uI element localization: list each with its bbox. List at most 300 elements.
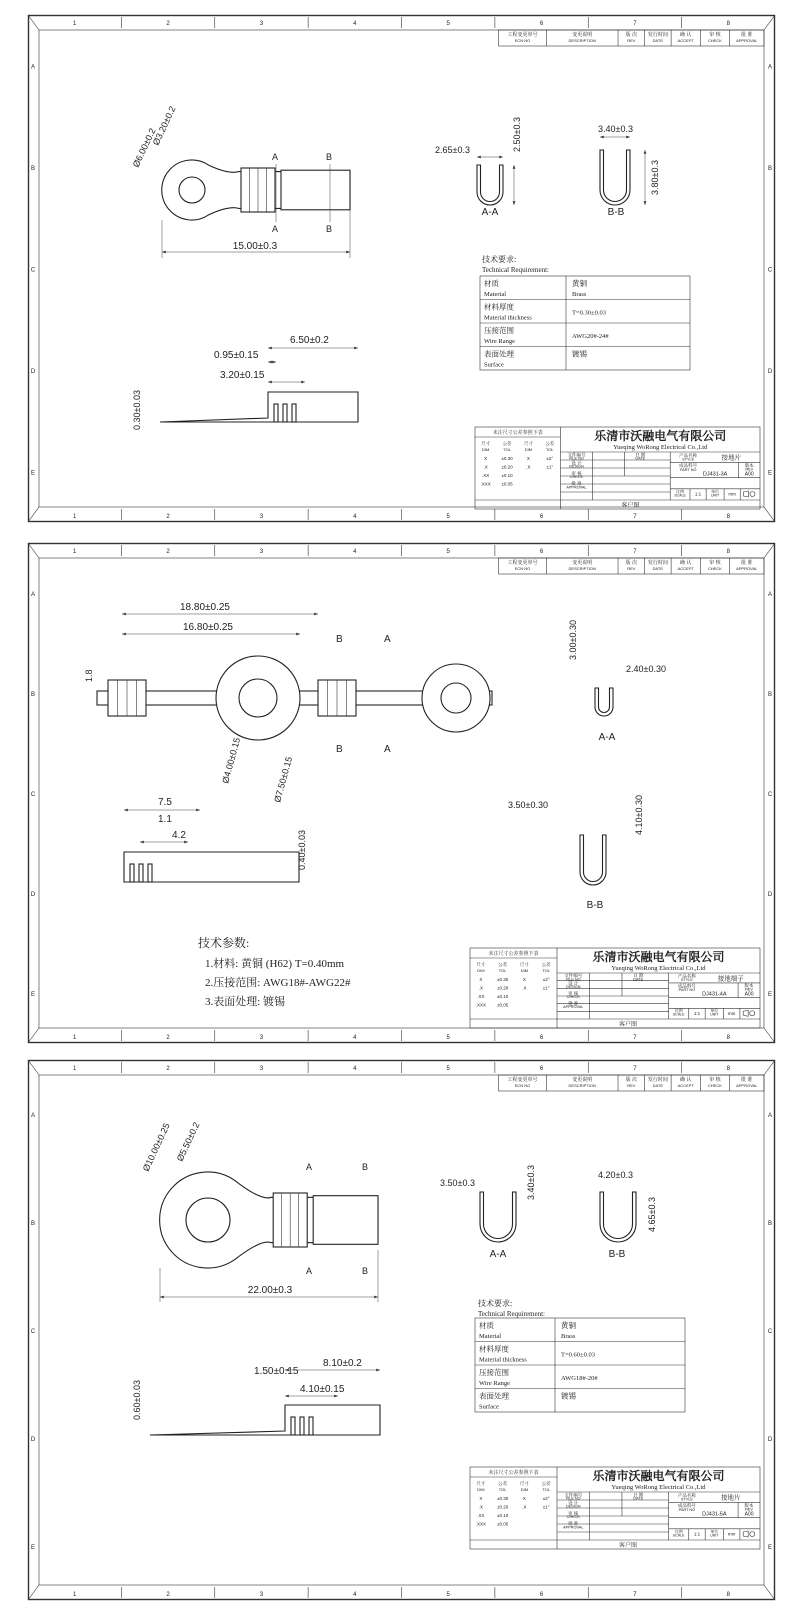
revision-header-label: 版 次 [625, 1077, 638, 1083]
dimension-arrow [268, 361, 272, 364]
zone-column-label: 1 [73, 1066, 77, 1072]
revision-value: A00 [744, 1511, 754, 1518]
sheet-1 [28, 15, 775, 522]
revision-header-label: 审 核 [709, 1077, 721, 1083]
section-aa-profile [595, 688, 613, 716]
tolerance-value: ±0.05 [497, 1521, 509, 1527]
tolerance-value: ±0.10 [501, 473, 513, 478]
dim-aa-width: 3.50±0.3 [440, 1178, 475, 1188]
zone-column-label: 2 [166, 21, 170, 27]
revision-header-label: 确 认 [680, 32, 692, 38]
title-field-label: 批 准 [571, 481, 582, 487]
requirement-value: 镀锡 [561, 1391, 576, 1401]
dimension-arrow [140, 841, 144, 844]
section-aa-label: A-A [598, 732, 616, 743]
side-view-slot [292, 404, 296, 422]
tolerance-header: 尺寸 [519, 962, 529, 967]
frame-corner [764, 507, 775, 522]
revision-header-label: 工程变更单号 [507, 560, 538, 566]
tolerance-value: ±2° [546, 456, 554, 461]
frame-corner [764, 1585, 775, 1600]
tolerance-header: TOL [545, 447, 554, 452]
zone-row-label: C [30, 267, 36, 274]
zone-row-label: E [767, 1545, 773, 1551]
title-field-label: 产品名称 [677, 973, 696, 979]
zone-column-label: 3 [259, 21, 264, 27]
tolerance-value: .X [483, 464, 488, 470]
revision-header-label: REV [627, 566, 636, 571]
dim-side-length: 8.10±0.2 [323, 1358, 362, 1369]
sheet-3 [28, 1060, 775, 1600]
zone-row-label: C [767, 792, 773, 798]
tolerance-header: TOL [542, 1487, 550, 1492]
zone-column-label: 3 [259, 1592, 264, 1598]
zone-column-label: 4 [353, 1035, 357, 1041]
section-marker-b: B [326, 224, 333, 234]
zone-column-label: 6 [539, 1066, 544, 1072]
title-field-label: REV [745, 467, 754, 472]
requirement-name: 材料厚度 [479, 1344, 509, 1354]
requirement-name-en: Surface [479, 1403, 499, 1411]
zone-row-label: E [30, 470, 36, 477]
title-field-label: DATE [633, 977, 644, 982]
requirement-value-en: AWG20#-24# [572, 333, 609, 340]
title-field-label: 日 期 [635, 452, 646, 458]
requirement-name-en: Material thickness [479, 1356, 527, 1364]
tolerance-header: DIM [482, 447, 490, 452]
dimension-arrow [122, 613, 126, 616]
projection-symbol-icon [750, 1011, 755, 1016]
tolerance-value: ±0.30 [497, 1496, 509, 1501]
zone-row-label: D [767, 892, 773, 898]
title-field-label: PART NO [678, 988, 696, 993]
frame-corner [28, 1060, 39, 1075]
zone-row-label: A [30, 592, 36, 598]
side-view-slot [274, 404, 278, 422]
title-field-label: DESIGN [565, 984, 581, 989]
requirement-value: 镀锡 [572, 349, 587, 359]
tolerance-header: TOL [498, 968, 507, 973]
zone-column-label: 4 [353, 1066, 357, 1072]
frame-corner [764, 1060, 775, 1075]
revision-header-label: APPROVAL [736, 566, 758, 571]
dimension-arrow [600, 136, 604, 139]
zone-row-label: C [30, 792, 36, 798]
footer-label: 客户图 [619, 1022, 638, 1028]
zone-row-label: E [767, 470, 773, 477]
title-field-label: SCALE [672, 1533, 685, 1538]
zone-row-label: C [30, 1329, 36, 1335]
zone-column-label: 5 [446, 514, 450, 520]
requirement-name-en: Wire Range [479, 1380, 510, 1387]
dim-hole-diameter: Ø5.50±0.2 [174, 1120, 202, 1163]
revision-header-label: ECN NO [514, 1083, 531, 1088]
zone-row-label: A [767, 1113, 773, 1119]
title-field-label: 成品料号 [677, 1503, 696, 1509]
section-bb-label: B-B [586, 900, 604, 911]
revision-header-label: 版 次 [625, 560, 638, 566]
spec-item: 2.压接范围: AWG18#-AWG22# [205, 977, 351, 989]
requirement-name-en: Material [479, 1333, 502, 1340]
title-field-label: 单位 [711, 488, 720, 494]
title-field-label: 单位 [710, 1528, 719, 1534]
unit-value: mm [728, 491, 736, 497]
product-name: 接地端子 [717, 975, 744, 983]
title-field-label: APPROVAL [563, 1004, 584, 1009]
title-field-label: DESIGN [569, 464, 584, 469]
revision-header-label: DESCRIPTION [568, 38, 596, 43]
title-field-label: SCALE [674, 493, 686, 498]
zone-column-label: 5 [446, 21, 450, 27]
requirement-name-en: Wire Range [484, 338, 515, 345]
projection-symbol-icon [743, 1531, 748, 1537]
zone-row-label: D [30, 368, 36, 375]
part-number: DJ431-5A [702, 1511, 727, 1518]
dim-length: 22.00±0.3 [247, 1285, 293, 1296]
section-aa-profile [477, 165, 503, 205]
zone-column-label: 2 [166, 514, 170, 520]
tolerance-header: 公差 [541, 962, 551, 967]
tolerance-value: X [522, 1496, 526, 1501]
unit-value: mm [727, 1531, 736, 1537]
tolerance-value: ±0.05 [501, 481, 513, 487]
revision-header-label: 发行时间 [647, 560, 668, 566]
side-view-body [160, 392, 358, 422]
tolerance-value: ±0.20 [497, 985, 509, 991]
title-field-label: 审 核 [568, 990, 579, 996]
zone-column-label: 8 [726, 21, 730, 27]
frame-corner [28, 1028, 39, 1043]
tolerance-value: X [522, 977, 526, 982]
dim-outer-diameter: Ø7.50±0.15 [272, 755, 295, 804]
section-marker-a: A [306, 1162, 313, 1172]
tolerance-value: ±1° [546, 464, 554, 470]
section-bb-profile [600, 150, 630, 205]
part-number: DJ431-4A [702, 991, 727, 998]
tolerance-value: X [479, 1496, 483, 1501]
terminal-hole [441, 683, 471, 713]
zone-column-label: 1 [73, 1592, 77, 1598]
zone-column-label: 8 [726, 1592, 730, 1598]
title-field-label: DATE [635, 456, 646, 461]
revision-header-label: ACCEPT [677, 566, 694, 571]
tolerance-header: TOL [542, 968, 550, 973]
dimension-arrow [124, 809, 128, 812]
title-field-label: CHECK [569, 475, 584, 479]
dim-thickness: 0.40±0.03 [297, 830, 307, 870]
title-field-label: FILE NO [565, 977, 581, 982]
spec-item: 3.表面处理: 镀锡 [205, 996, 286, 1008]
title-field-label: 比例 [674, 1008, 683, 1014]
dimension-arrow [122, 633, 126, 636]
frame-corner [764, 543, 775, 558]
tolerance-header: DIM [520, 1487, 529, 1492]
title-field-label: 产品名称 [677, 1492, 696, 1498]
zone-column-label: 7 [633, 1592, 637, 1598]
title-field-label: DESIGN [565, 1504, 581, 1509]
dim-side-b: 3.20±0.15 [220, 370, 265, 381]
title-field-label: UNIT [710, 1533, 719, 1538]
revision-header-label: 批 准 [741, 1077, 753, 1083]
title-field-label: 成品料号 [679, 463, 698, 469]
dimension-arrow [268, 347, 272, 350]
zone-column-label: 1 [73, 1035, 77, 1041]
revision-header-label: DATE [652, 566, 664, 571]
scale-value: 1:1 [694, 491, 702, 497]
title-field-label: 版本 [744, 1502, 754, 1508]
revision-header-label: 确 认 [680, 1077, 692, 1083]
zone-row-label: D [767, 368, 773, 375]
requirement-value: 黄铜 [572, 279, 587, 288]
zone-row-label: D [767, 1437, 773, 1443]
tolerance-value: .X [522, 985, 527, 991]
zone-column-label: 7 [633, 549, 637, 555]
terminal-hole [179, 177, 205, 203]
zone-column-label: 2 [166, 1035, 170, 1041]
tolerance-header: DIM [524, 447, 533, 452]
zone-column-label: 3 [259, 514, 264, 520]
dim-side-a: 1.1 [158, 814, 172, 825]
zone-row-label: B [767, 166, 773, 173]
zone-column-label: 3 [259, 1066, 264, 1072]
dimension-arrow [334, 1395, 338, 1398]
section-bb-profile [580, 835, 606, 885]
company-name-en: Yueqing WoRong Electrical Co.,Ltd [611, 965, 706, 972]
tolerance-header: DIM [520, 968, 529, 973]
tolerance-value: ±0.20 [501, 464, 513, 470]
frame-corner [764, 1028, 775, 1043]
requirement-value: 黄铜 [561, 1321, 576, 1330]
tolerance-value: .XX [477, 994, 485, 999]
section-marker-a: A [272, 224, 279, 234]
title-field-label: UNIT [710, 1012, 719, 1017]
tolerance-value: .XXX [475, 1521, 487, 1527]
dimension-arrow [346, 251, 350, 254]
title-field-label: REV [745, 1507, 753, 1512]
zone-row-label: D [30, 1437, 36, 1443]
revision-header-label: REV [627, 1083, 636, 1088]
product-name: 接地片 [721, 454, 742, 462]
zone-column-label: 2 [166, 1592, 170, 1598]
section-marker-b: B [336, 744, 343, 755]
requirement-name: 材质 [484, 279, 499, 288]
dimension-arrow [296, 633, 300, 636]
dim-bb-height: 4.65±0.3 [647, 1197, 657, 1232]
title-field-label: UNIT [711, 493, 720, 498]
dim-length: 15.00±0.3 [232, 241, 278, 252]
section-marker-a: A [384, 744, 391, 755]
revision-header-label: DESCRIPTION [568, 1083, 596, 1088]
side-view-slot [283, 404, 287, 422]
dimension-arrow [513, 201, 516, 205]
zone-column-label: 7 [633, 21, 637, 27]
revision-header-label: 审 核 [709, 32, 721, 38]
zone-column-label: 7 [633, 1066, 637, 1072]
title-field-label: PART NO [679, 467, 697, 472]
revision-header-label: 发行时间 [647, 1077, 668, 1083]
tolerance-value: X [526, 456, 530, 461]
revision-header-label: REV [627, 38, 636, 43]
requirement-value-en: AWG18#-20# [561, 1375, 598, 1382]
dimension-arrow [499, 156, 503, 159]
zone-column-label: 8 [726, 549, 730, 555]
tolerance-title: 未注尺寸公差参照下表 [488, 951, 539, 957]
projection-symbol-icon [750, 492, 755, 497]
zone-column-label: 3 [259, 1035, 264, 1041]
requirements-title-en: Technical Requirement: [478, 1310, 545, 1318]
dim-side-b: 4.2 [172, 830, 186, 841]
spec-title: 技术参数: [198, 936, 250, 950]
zone-row-label: B [767, 692, 773, 698]
tolerance-value: ±2° [542, 977, 550, 982]
section-marker-b: B [326, 152, 333, 162]
dimension-arrow [162, 251, 166, 254]
revision-header-label: 版 次 [625, 32, 638, 38]
side-view-body [150, 1405, 380, 1435]
title-field-label: 审 核 [568, 1510, 579, 1516]
title-field-label: STYLE [682, 457, 695, 462]
tolerance-value: X [484, 456, 488, 461]
revision-header-label: APPROVAL [736, 1083, 758, 1088]
zone-row-label: E [30, 992, 36, 998]
title-field-label: 日 期 [633, 1492, 644, 1498]
zone-row-label: B [30, 692, 36, 698]
tolerance-value: .X [478, 985, 484, 991]
revision-header-label: DATE [652, 1083, 664, 1088]
tolerance-value: ±0.10 [497, 994, 509, 999]
requirement-name-en: Material thickness [484, 314, 532, 322]
tolerance-value: .X [478, 1504, 484, 1510]
section-aa-label: A-A [481, 207, 499, 218]
zone-row-label: A [30, 64, 36, 71]
dim-side-length: 7.5 [158, 797, 172, 808]
revision-header-label: 批 准 [741, 560, 753, 566]
section-marker-a: A [384, 634, 391, 645]
requirement-name: 表面处理 [479, 1391, 509, 1401]
zone-column-label: 1 [73, 549, 77, 555]
dimension-arrow [272, 361, 276, 364]
dim-aa-height: 3.00±0.30 [568, 620, 578, 660]
revision-header-label: ECN NO [514, 566, 531, 571]
company-name-en: Yueqing WoRong Electrical Co.,Ltd [611, 1484, 706, 1491]
tolerance-value: ±0.10 [497, 1513, 509, 1518]
tolerance-header: 尺寸 [476, 962, 486, 967]
tolerance-value: X [479, 977, 483, 982]
requirement-value-en: Brass [572, 291, 587, 298]
zone-column-label: 7 [633, 514, 637, 520]
dimension-arrow [314, 613, 318, 616]
tolerance-value: .XXX [480, 481, 491, 487]
zone-column-label: 3 [259, 549, 264, 555]
title-field-label: 版本 [744, 983, 754, 989]
dimension-arrow [626, 136, 630, 139]
title-field-label: 比例 [674, 1528, 683, 1534]
section-marker-a: A [272, 152, 279, 162]
section-marker-b: B [362, 1266, 369, 1276]
title-field-label: PART NO [678, 1507, 696, 1512]
dimension-arrow [268, 381, 272, 384]
requirement-name: 压接范围 [484, 326, 514, 335]
zone-column-label: 1 [73, 514, 77, 520]
requirement-name: 表面处理 [484, 349, 514, 359]
revision-header-label: ECN NO [514, 38, 531, 43]
dimension-arrow [374, 1296, 378, 1299]
company-name-cn: 乐清市沃融电气有限公司 [592, 950, 725, 964]
dim-outer-diameter: Ø10.00±0.25 [140, 1121, 172, 1173]
frame-corner [764, 15, 775, 30]
requirement-name: 材质 [479, 1321, 494, 1330]
zone-column-label: 8 [726, 514, 730, 520]
title-field-label: REV [745, 987, 753, 992]
revision-value: A00 [744, 991, 754, 998]
section-marker-b: B [362, 1162, 369, 1172]
title-field-label: 文件编号 [567, 452, 586, 458]
zone-column-label: 6 [539, 21, 544, 27]
section-marker-b: B [336, 634, 343, 645]
dim-aa-height: 3.40±0.3 [526, 1165, 536, 1200]
zone-column-label: 8 [726, 1035, 730, 1041]
tolerance-title: 未注尺寸公差参照下表 [492, 430, 543, 436]
dimension-arrow [354, 347, 358, 350]
frame-corner [28, 507, 39, 522]
dimension-arrow [513, 165, 516, 169]
side-view-slot [291, 1417, 295, 1435]
product-name: 接地片 [721, 1494, 741, 1502]
title-field-label: STYLE [680, 1497, 693, 1502]
title-field-label: 产品名称 [679, 452, 698, 458]
zone-column-label: 4 [353, 21, 357, 27]
requirement-name: 材料厚度 [484, 302, 514, 312]
tolerance-header: 公差 [498, 962, 508, 967]
requirements-title-en: Technical Requirement: [482, 266, 549, 274]
dim-carrier: 1.8 [84, 669, 94, 682]
zone-column-label: 4 [353, 514, 357, 520]
revision-header-label: 批 准 [741, 32, 753, 38]
revision-header-label: DESCRIPTION [568, 566, 596, 571]
title-field-label: 比例 [676, 488, 685, 494]
zone-column-label: 8 [726, 1066, 730, 1072]
title-field-label: 成品料号 [677, 983, 696, 989]
terminal-hole [186, 1198, 230, 1242]
dimension-arrow [301, 381, 305, 384]
title-field-label: 单位 [710, 1008, 719, 1014]
zone-row-label: B [767, 1221, 773, 1227]
zone-row-label: E [767, 992, 773, 998]
zone-row-label: A [767, 64, 773, 71]
revision-header-label: 工程变更单号 [507, 32, 538, 38]
revision-header-label: CHECK [707, 1083, 722, 1088]
dimension-arrow [184, 841, 188, 844]
dim-side-a: 0.95±0.15 [214, 350, 259, 361]
terminal-hole [239, 679, 277, 717]
section-aa-label: A-A [489, 1249, 507, 1260]
sheet-2 [28, 543, 775, 1043]
revision-header-label: 变更说明 [572, 32, 593, 38]
tolerance-value: ±0.30 [497, 977, 509, 982]
zone-column-label: 6 [539, 514, 544, 520]
tolerance-header: TOL [498, 1487, 507, 1492]
dim-bb-width: 3.50±0.30 [508, 800, 548, 810]
title-field-label: FILE NO [569, 456, 584, 461]
dimension-arrow [644, 150, 647, 154]
dimension-arrow [285, 1395, 289, 1398]
section-aa-profile [480, 1192, 516, 1242]
tolerance-title: 未注尺寸公差参照下表 [488, 1470, 539, 1476]
tolerance-value: ±0.20 [497, 1504, 509, 1510]
zone-column-label: 4 [353, 549, 357, 555]
tolerance-header: 公差 [502, 441, 512, 446]
dim-side-b: 4.10±0.15 [300, 1384, 345, 1395]
